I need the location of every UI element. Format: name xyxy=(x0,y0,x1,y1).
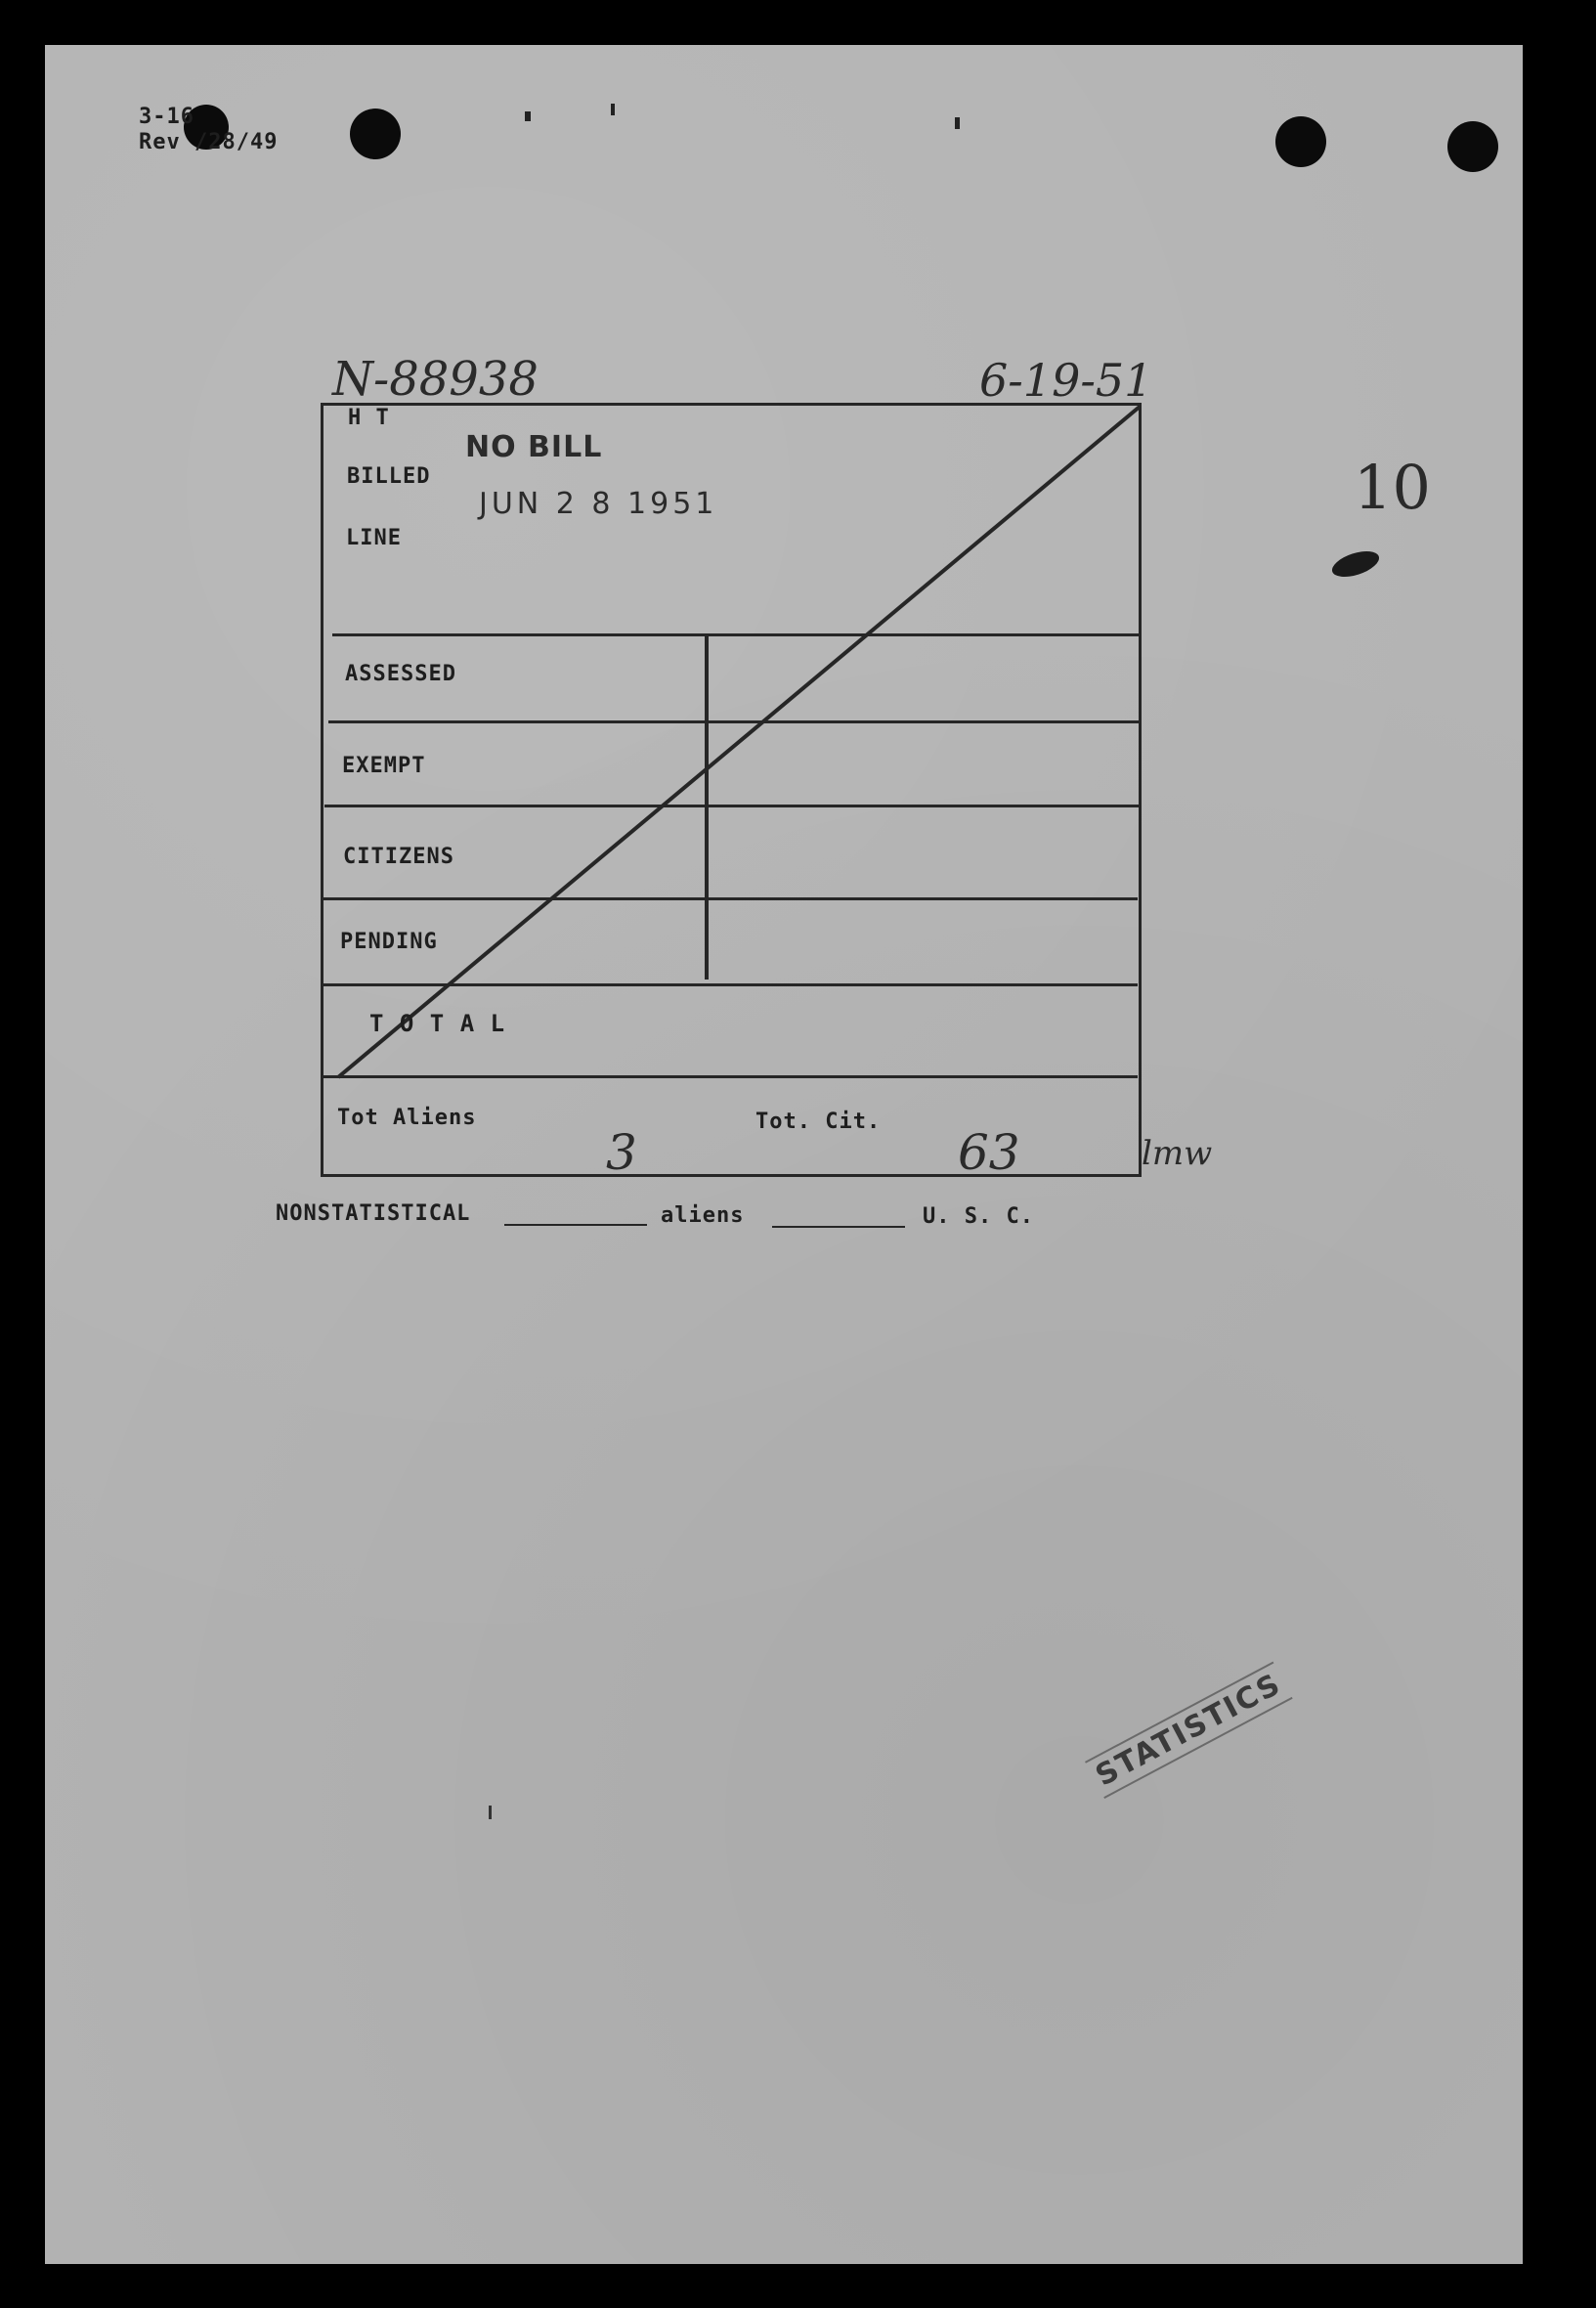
label-ht: H T xyxy=(348,406,390,430)
label-total: T O T A L xyxy=(369,1010,506,1037)
label-tot-cit: Tot. Cit. xyxy=(755,1110,882,1134)
case-number: N-88938 xyxy=(332,352,539,407)
form-number: 3-16 xyxy=(139,105,194,129)
label-citizens: CITIZENS xyxy=(343,845,454,869)
margin-number: 10 xyxy=(1354,452,1431,523)
usc-label: U. S. C. xyxy=(923,1204,1034,1229)
ink-speck xyxy=(611,104,615,115)
cancel-diagonal-line xyxy=(338,407,1140,1077)
label-assessed: ASSESSED xyxy=(345,662,456,686)
label-exempt: EXEMPT xyxy=(342,754,426,778)
nonstatistical-blank xyxy=(504,1224,647,1226)
aliens-blank xyxy=(772,1226,905,1228)
ink-speck xyxy=(489,1806,492,1819)
nonstatistical-label: NONSTATISTICAL xyxy=(276,1201,471,1226)
date-stamp: JUN 2 8 1951 xyxy=(479,487,718,521)
label-tot-aliens: Tot Aliens xyxy=(337,1106,477,1130)
aliens-label: aliens xyxy=(661,1203,745,1228)
label-billed: BILLED xyxy=(347,464,431,489)
label-pending: PENDING xyxy=(340,930,438,954)
no-bill-stamp: NO BILL xyxy=(465,430,603,464)
ink-speck xyxy=(955,117,960,129)
ink-speck xyxy=(525,111,531,121)
statistics-stamp: STATISTICS xyxy=(1085,1662,1292,1799)
reviewer-initials: lmw xyxy=(1142,1134,1213,1173)
value-tot-aliens: 3 xyxy=(606,1124,637,1181)
revision-date: Rev /28/49 xyxy=(139,130,279,154)
value-tot-cit: 63 xyxy=(958,1124,1020,1181)
label-line: LINE xyxy=(346,526,402,550)
handwritten-date: 6-19-51 xyxy=(979,354,1153,407)
